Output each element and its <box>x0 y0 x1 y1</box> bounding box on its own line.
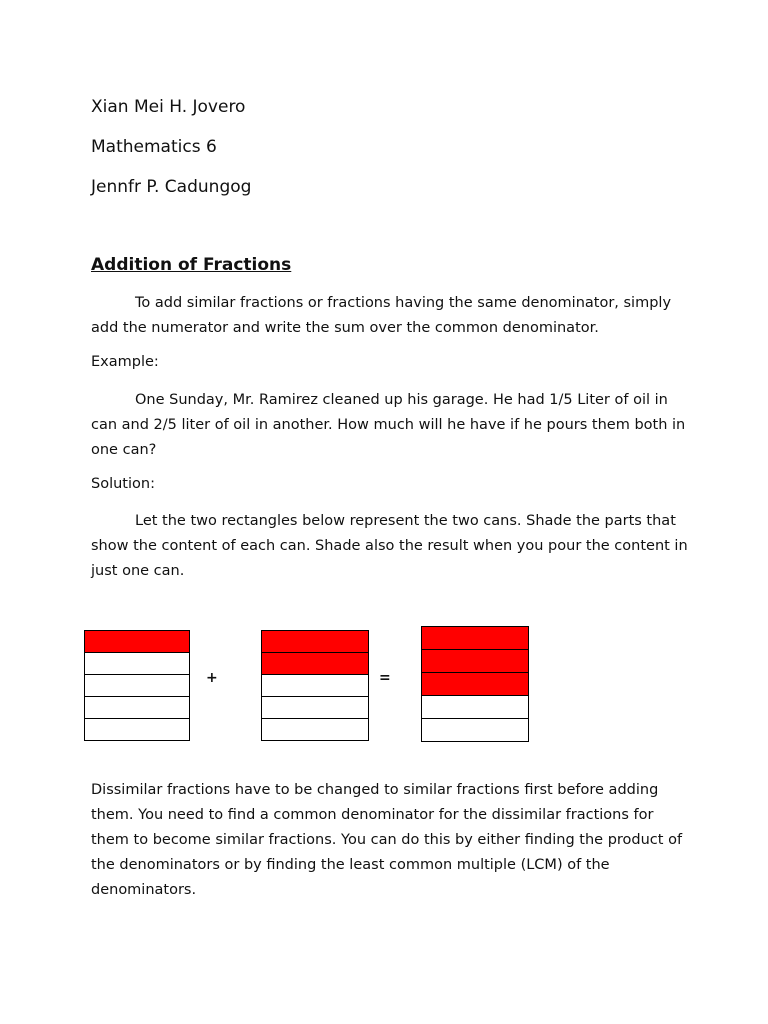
teacher-name: Jennfr P. Cadungog <box>91 177 252 197</box>
unshaded-part <box>84 674 190 697</box>
unshaded-part <box>421 718 529 742</box>
solution-paragraph: Let the two rectangles below represent the two cans. Shade the parts that show the content of each can. Shade also the result when you pour the content in just one can. <box>91 513 688 579</box>
shaded-part <box>261 630 369 653</box>
shaded-part <box>421 672 529 696</box>
intro-paragraph: To add similar fractions or fractions having the same denominator, simply add the numerator and write the sum over the common denominator. <box>91 295 672 336</box>
subject-name: Mathematics 6 <box>91 137 217 157</box>
shaded-part <box>421 649 529 673</box>
fraction-rectangle-result <box>421 626 529 742</box>
example-paragraph: One Sunday, Mr. Ramirez cleaned up his garage. He had 1/5 Liter of oil in can and 2/5 liter of oil in another. How much will he have if he pours them both in one can? <box>91 392 686 458</box>
shaded-part <box>84 630 190 653</box>
unshaded-part <box>261 696 369 719</box>
example-label: Example: <box>91 354 159 370</box>
unshaded-part <box>84 718 190 741</box>
fraction-rectangle-can-2 <box>261 630 369 741</box>
equals-sign: = <box>379 670 391 686</box>
shaded-part <box>261 652 369 675</box>
shaded-part <box>421 626 529 650</box>
dissimilar-paragraph: Dissimilar fractions have to be changed to similar fractions first before adding them. You need to find a common denominator for the dissimilar fractions for them to become similar fractions. You can do this by either finding the product of the denominators or by finding the least common multiple (LCM) of the denominators. <box>91 782 683 898</box>
student-name: Xian Mei H. Jovero <box>91 97 246 117</box>
page-title: Addition of Fractions <box>91 255 292 275</box>
unshaded-part <box>421 695 529 719</box>
plus-sign: + <box>206 670 218 686</box>
unshaded-part <box>261 718 369 741</box>
fraction-rectangle-can-1 <box>84 630 190 741</box>
unshaded-part <box>261 674 369 697</box>
unshaded-part <box>84 652 190 675</box>
solution-label: Solution: <box>91 476 155 492</box>
unshaded-part <box>84 696 190 719</box>
